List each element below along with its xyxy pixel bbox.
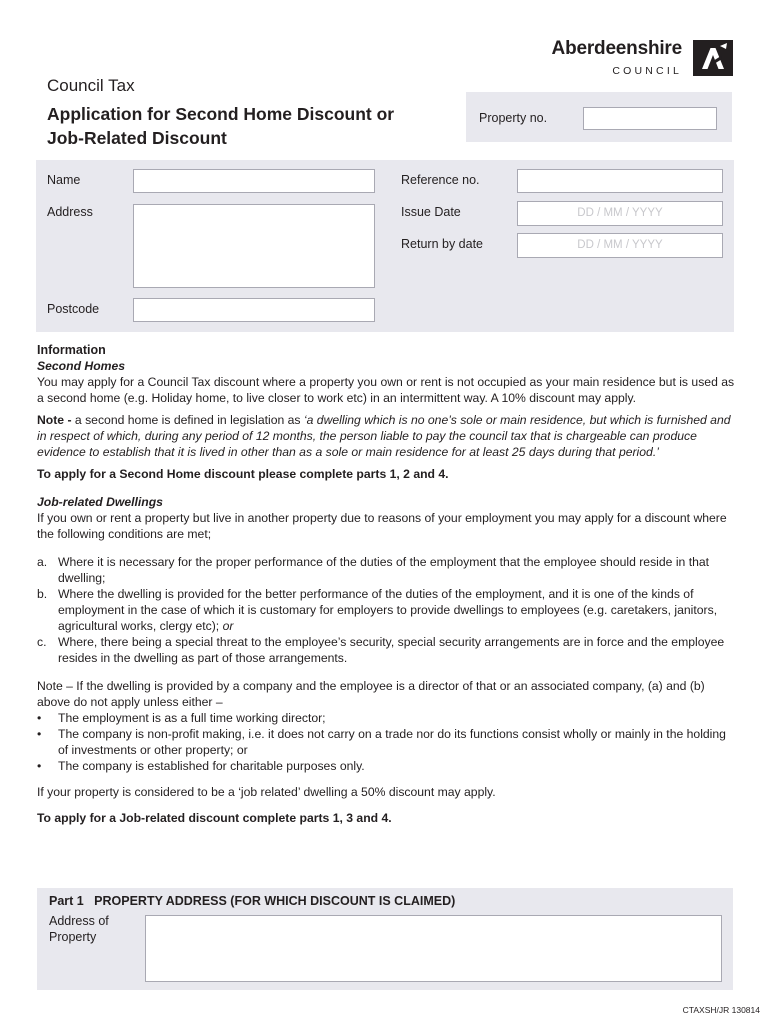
org-subtitle: COUNCIL bbox=[612, 65, 682, 77]
conditions-list bbox=[37, 554, 737, 666]
issue-date-input[interactable]: DD / MM / YYYY bbox=[517, 201, 723, 226]
property-number-input[interactable] bbox=[583, 107, 717, 130]
information-heading: Information bbox=[37, 343, 106, 357]
part1-address-label: Address of Property bbox=[49, 914, 109, 944]
job-related-apply-instruction: To apply for a Job-related discount complete parts 1, 3 and 4. bbox=[37, 811, 392, 825]
list-item: c. Where, there being a special threat to the employee’s security, special security arrangements are in force and the employee resides in the dwelling as part of those arrangements. bbox=[37, 635, 725, 665]
form-title-line1: Application for Second Home Discount or bbox=[47, 104, 395, 124]
director-note: Note – If the dwelling is provided by a company and the employee is a director of that or an associated company, (a) and (b) above do not apply unless either – bbox=[37, 679, 705, 709]
list-item: • The company is established for charitable purposes only. bbox=[37, 759, 365, 773]
property-number-label: Property no. bbox=[479, 111, 548, 125]
form-title bbox=[47, 102, 467, 150]
job-related-paragraph: If you own or rent a property but live in another property due to reasons of your employment you may apply for a discount where the following conditions are met; bbox=[37, 511, 727, 541]
second-homes-heading: Second Homes bbox=[37, 359, 126, 373]
address-label: Address bbox=[47, 205, 93, 219]
part1-title: Part 1 PROPERTY ADDRESS (FOR WHICH DISCOUNT IS CLAIMED) bbox=[49, 894, 456, 908]
reference-label: Reference no. bbox=[401, 173, 480, 187]
list-item: a. Where it is necessary for the proper performance of the duties of the employment that the employee should reside in that dwelling; bbox=[37, 555, 710, 585]
aberdeenshire-logo-icon bbox=[693, 40, 733, 76]
job-related-discount-text: If your property is considered to be a ‘job related’ dwelling a 50% discount may apply. bbox=[37, 785, 496, 799]
exceptions-list bbox=[37, 710, 737, 774]
job-related-heading: Job-related Dwellings bbox=[37, 495, 163, 509]
page-title: Council Tax bbox=[47, 76, 135, 95]
org-name: Aberdeenshire bbox=[551, 38, 682, 59]
postcode-label: Postcode bbox=[47, 302, 100, 316]
return-date-label: Return by date bbox=[401, 237, 483, 251]
name-input[interactable] bbox=[133, 169, 375, 193]
form-title-line2: Job-Related Discount bbox=[47, 128, 227, 148]
list-item: b. Where the dwelling is provided for the better performance of the duties of the employment, and it is one of the kinds of employment in the case of which it is customary for employers to provide dwellings to employees (e.g. caretakers, janitors, agricultural works, clergy etc); or bbox=[37, 587, 718, 633]
reference-input[interactable] bbox=[517, 169, 723, 193]
return-date-input[interactable]: DD / MM / YYYY bbox=[517, 233, 723, 258]
note-label: Note - bbox=[37, 413, 72, 427]
name-label: Name bbox=[47, 173, 81, 187]
second-homes-paragraph: You may apply for a Council Tax discount where a property you own or rent is not occupied as your main residence but is used as a second home (e.g. Holiday home, to live closer to work etc) in an intermittent way. A 10% discount may apply. bbox=[37, 375, 735, 405]
list-item: • The employment is as a full time working director; bbox=[37, 711, 326, 725]
note-intro: a second home is defined in legislation as bbox=[71, 413, 304, 427]
information-section bbox=[37, 342, 737, 826]
second-home-apply-instruction: To apply for a Second Home discount please complete parts 1, 2 and 4. bbox=[37, 467, 449, 481]
note-quote: ‘a dwelling which is no one’s sole or main residence, but which is furnished and in respect of which, during any period of 12 months, the person liable to pay the council tax that is chargeable can produce evidence to establish that it is lived in other than as a sole or main residence for at least 25 days during that period.’ bbox=[37, 413, 731, 459]
address-input[interactable] bbox=[133, 204, 375, 288]
postcode-input[interactable] bbox=[133, 298, 375, 322]
second-homes-note bbox=[37, 412, 737, 460]
property-address-input[interactable] bbox=[145, 915, 722, 982]
list-item: • The company is non-profit making, i.e. it does not carry on a trade nor do its functions consist wholly or mainly in the holding of investments or other property; or bbox=[37, 727, 726, 757]
issue-date-label: Issue Date bbox=[401, 205, 461, 219]
form-code: CTAXSH/JR 130814 bbox=[682, 1005, 760, 1015]
